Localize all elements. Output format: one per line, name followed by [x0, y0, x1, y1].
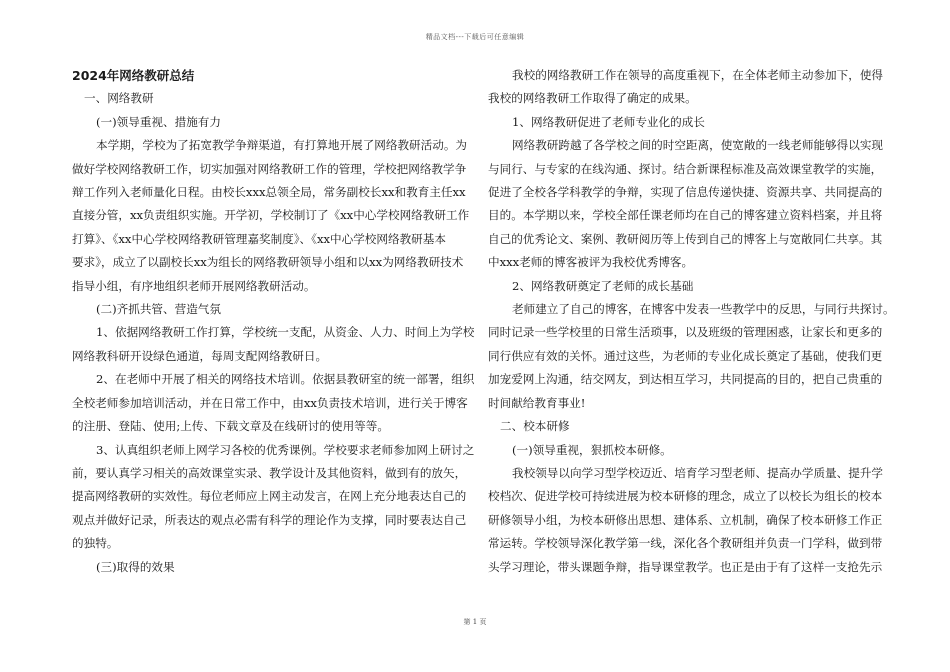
paragraph-line: 的注册、登陆、使用;上传、下载文章及在线研讨的使用等等。	[72, 419, 389, 434]
paragraph-line: 常运转。学校领导深化教学第一线，深化各个教研组并负责一门学科，做到带	[488, 536, 883, 551]
page-header-note: 精品文档---下载后可任意编辑	[425, 33, 525, 41]
document-title: 2024年网络教研总结	[72, 68, 195, 83]
paragraph-line: 本学期，学校为了拓宽教学争辩渠道，有打算地开展了网络教研活动。为	[96, 138, 468, 153]
paragraph-line: 观点并做好记录，所表达的观点必需有科学的理论作为支撑，同时要表达自己	[72, 512, 467, 527]
subheading-school-leadership: (一)领导重视，狠抓校本研修。	[512, 442, 672, 457]
paragraph-line: 自己的优秀论文、案例、教研阅历等上传到自己的博客上与宽敞同仁共享。其	[488, 231, 883, 246]
paragraph-line: 老师建立了自己的博客，在博客中发表一些教学中的反思，与同行共探讨。	[512, 302, 895, 317]
paragraph-line: 全校老师参加培训活动，并在日常工作中，由xx负责技术培训，进行关于博客	[72, 395, 468, 410]
paragraph-line: 目的。本学期以来，学校全部任课老师均在自己的博客建立资料档案，并且将	[488, 208, 883, 223]
paragraph-line: 辩工作列入老师量化日程。由校长xxx总领全局，常务副校长xx和教育主任xx	[72, 185, 466, 200]
paragraph-line: 加宠爱网上沟通，结交网友，到达相互学习，共同提高的目的，把自己贵重的	[488, 372, 883, 387]
paragraph-line: 我校领导以向学习型学校迈近、培育学习型老师、提高办学质量、提升学	[512, 465, 884, 480]
section-heading-network-research: 一、网络教研	[84, 91, 154, 106]
paragraph-line: 研修领导小组，为校本研修出思想、建体系、立机制，确保了校本研修工作正	[488, 512, 883, 527]
paragraph-line: 中xxx老师的博客被评为我校优秀博客。	[488, 255, 694, 270]
paragraph-growth-foundation	[488, 298, 895, 415]
paragraph-results-intro	[488, 64, 884, 111]
paragraph-intro	[72, 134, 470, 298]
paragraph-line: 网络教研跨越了各学校之间的时空距离，使宽敞的一线老师能够得以实现	[512, 138, 884, 153]
paragraph-line: 网络教科研开设绿色通道，每周支配网络教研日。	[72, 348, 328, 363]
subheading-growth-foundation: 2、网络教研奠定了老师的成长基础	[512, 278, 694, 293]
paragraph-line: 指导小组，有序地组织老师开展网络教研活动。	[72, 278, 316, 293]
paragraph-line: 直接分管，xx负责组织实施。开学初，学校制订了《xx中心学校网络教研工作	[72, 208, 470, 223]
subheading-cooperation: (二)齐抓共管、营造气氛	[96, 302, 221, 317]
paragraph-line: 我校的网络教研工作在领导的高度重视下，在全体老师主动参加下，使得	[512, 68, 884, 82]
paragraph-line: 3、认真组织老师上网学习各校的优秀课例。学校要求老师参加网上研讨之	[96, 442, 475, 457]
subheading-professional-growth: 1、网络教研促进了老师专业化的成长	[512, 114, 705, 129]
paragraph-item-3	[72, 439, 475, 556]
paragraph-line: 校档次、促进学校可持续进展为校本研修的理念，成立了以校长为组长的校本	[488, 489, 883, 504]
paragraph-line: 2、在老师中开展了相关的网络技术培训。依据县教研室的统一部署，组织	[96, 372, 475, 387]
paragraph-line: 提高网络教研的实效性。每位老师应上网主动发言，在网上充分地表达自己的	[72, 489, 467, 504]
paragraph-line: 做好学校网络教研工作，切实加强对网络教研工作的管理，学校把网络教学争	[72, 161, 467, 176]
paragraph-line: 前，要认真学习相关的高效课堂实录、教学设计及其他资料，做到有的放矢，	[72, 465, 467, 480]
page-number: 第 1 页	[463, 618, 487, 626]
paragraph-item-2	[72, 368, 475, 438]
paragraph-line: 要求》，成立了以副校长xx为组长的网络教研领导小组和以xx为网络教研技术	[72, 255, 464, 270]
paragraph-line: 与同行、与专家的在线沟通、探讨。结合新课程标准及高效课堂教学的实施，	[488, 161, 883, 176]
paragraph-line: 同行供应有效的关怀。通过这些，为老师的专业化成长奠定了基础，使我们更	[488, 348, 883, 363]
paragraph-school-leadership	[488, 462, 884, 579]
section-heading-school-research: 二、校本研修	[500, 419, 570, 434]
paragraph-professional-growth	[488, 134, 884, 274]
paragraph-line: 我校的网络教研工作取得了确定的成果。	[488, 91, 697, 106]
paragraph-line: 促进了全校各学科教学的争辩，实现了信息传递快捷、资源共享、共同提高的	[488, 185, 883, 200]
paragraph-line: 头学习理论，带头课题争辩，指导课堂教学。也正是由于有了这样一支抢先示	[488, 559, 883, 574]
paragraph-line: 打算》、《xx中心学校网络教研管理嘉奖制度》、《xx中心学校网络教研基本	[72, 231, 446, 246]
paragraph-item-1	[72, 321, 475, 368]
paragraph-line: 1、依据网络教研工作打算，学校统一支配，从资金、人力、时间上为学校	[96, 325, 475, 340]
right-column	[488, 64, 895, 579]
paragraph-line: 同时记录一些学校里的日常生活琐事，以及班级的管理困惑，让家长和更多的	[488, 325, 883, 340]
paragraph-line: 的独特。	[72, 536, 119, 551]
subheading-leadership: (一)领导重视、措施有力	[96, 114, 221, 129]
left-column	[72, 64, 475, 579]
subheading-results: (三)取得的效果	[96, 559, 175, 574]
paragraph-line: 时间献给教育事业!	[488, 395, 586, 410]
